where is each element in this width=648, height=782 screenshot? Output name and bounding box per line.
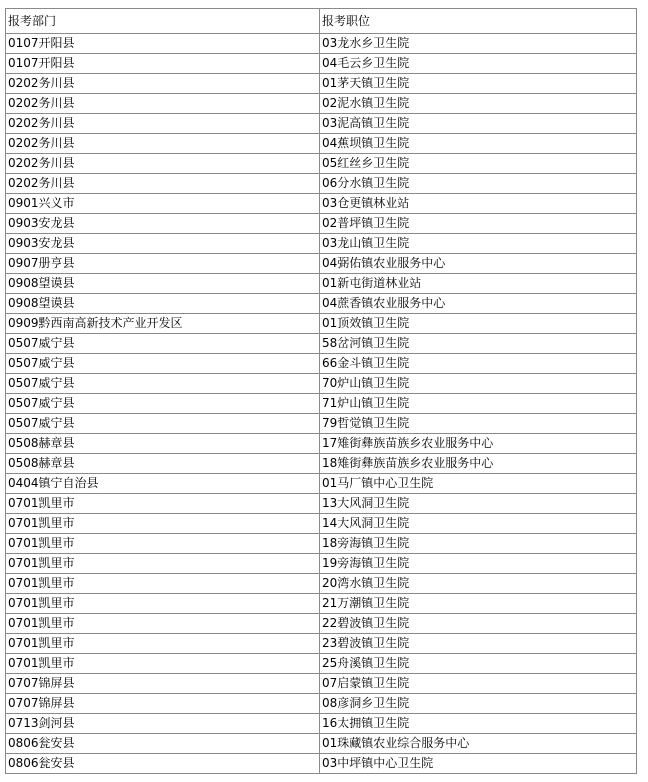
- department-cell: 0908望谟县: [6, 294, 320, 314]
- department-cell: 0707锦屏县: [6, 694, 320, 714]
- position-cell: 04蕉坝镇卫生院: [320, 134, 637, 154]
- table-row: [6, 534, 637, 554]
- table-row: [6, 414, 637, 434]
- department-cell: 0202务川县: [6, 134, 320, 154]
- position-cell: 79哲觉镇卫生院: [320, 414, 637, 434]
- table-row: [6, 274, 637, 294]
- department-cell: 0507威宁县: [6, 354, 320, 374]
- department-cell: 0909黔西南高新技术产业开发区: [6, 314, 320, 334]
- department-cell: 0701凯里市: [6, 534, 320, 554]
- table-row: [6, 754, 637, 774]
- positions-table-container: [5, 8, 637, 774]
- department-cell: 0107开阳县: [6, 34, 320, 54]
- position-cell: 03龙水乡卫生院: [320, 34, 637, 54]
- table-row: [6, 594, 637, 614]
- position-cell: 18雉街彝族苗族乡农业服务中心: [320, 454, 637, 474]
- position-cell: 16太拥镇卫生院: [320, 714, 637, 734]
- position-cell: 66金斗镇卫生院: [320, 354, 637, 374]
- department-cell: 0701凯里市: [6, 494, 320, 514]
- table-row: [6, 314, 637, 334]
- department-cell: 0903安龙县: [6, 234, 320, 254]
- position-cell: 02泥水镇卫生院: [320, 94, 637, 114]
- table-row: [6, 554, 637, 574]
- position-cell: 03中坪镇中心卫生院: [320, 754, 637, 774]
- position-cell: 06分水镇卫生院: [320, 174, 637, 194]
- position-cell: 19旁海镇卫生院: [320, 554, 637, 574]
- position-cell: 01珠藏镇农业综合服务中心: [320, 734, 637, 754]
- department-cell: 0701凯里市: [6, 614, 320, 634]
- position-cell: 22碧波镇卫生院: [320, 614, 637, 634]
- department-cell: 0507威宁县: [6, 394, 320, 414]
- position-cell: 04毛云乡卫生院: [320, 54, 637, 74]
- position-cell: 21万潮镇卫生院: [320, 594, 637, 614]
- table-row: [6, 194, 637, 214]
- table-row: [6, 94, 637, 114]
- table-row: [6, 434, 637, 454]
- department-cell: 0507威宁县: [6, 334, 320, 354]
- department-cell: 0107开阳县: [6, 54, 320, 74]
- table-body: [6, 34, 637, 774]
- table-row: [6, 354, 637, 374]
- table-row: [6, 734, 637, 754]
- position-cell: 13大风洞卫生院: [320, 494, 637, 514]
- table-row: [6, 634, 637, 654]
- position-cell: 01新屯街道林业站: [320, 274, 637, 294]
- department-cell: 0202务川县: [6, 74, 320, 94]
- department-cell: 0202务川县: [6, 114, 320, 134]
- position-cell: 18旁海镇卫生院: [320, 534, 637, 554]
- position-cell: 07启蒙镇卫生院: [320, 674, 637, 694]
- table-row: [6, 34, 637, 54]
- positions-table: [5, 8, 637, 774]
- position-cell: 01马厂镇中心卫生院: [320, 474, 637, 494]
- department-cell: 0707锦屏县: [6, 674, 320, 694]
- position-cell: 04弼佑镇农业服务中心: [320, 254, 637, 274]
- position-cell: 17雉街彝族苗族乡农业服务中心: [320, 434, 637, 454]
- position-cell: 05红丝乡卫生院: [320, 154, 637, 174]
- position-cell: 70炉山镇卫生院: [320, 374, 637, 394]
- table-row: [6, 614, 637, 634]
- table-row: [6, 494, 637, 514]
- position-cell: 03龙山镇卫生院: [320, 234, 637, 254]
- position-cell: 71炉山镇卫生院: [320, 394, 637, 414]
- position-cell: 03泥高镇卫生院: [320, 114, 637, 134]
- table-row: [6, 374, 637, 394]
- department-cell: 0903安龙县: [6, 214, 320, 234]
- department-cell: 0508赫章县: [6, 434, 320, 454]
- position-cell: 58岔河镇卫生院: [320, 334, 637, 354]
- table-row: [6, 694, 637, 714]
- department-cell: 0908望谟县: [6, 274, 320, 294]
- table-row: [6, 394, 637, 414]
- department-cell: 0701凯里市: [6, 554, 320, 574]
- position-cell: 01顶效镇卫生院: [320, 314, 637, 334]
- table-row: [6, 174, 637, 194]
- position-cell: 02普坪镇卫生院: [320, 214, 637, 234]
- position-cell: 20湾水镇卫生院: [320, 574, 637, 594]
- department-cell: 0508赫章县: [6, 454, 320, 474]
- table-row: [6, 134, 637, 154]
- department-cell: 0806瓮安县: [6, 754, 320, 774]
- table-row: [6, 254, 637, 274]
- department-cell: 0713剑河县: [6, 714, 320, 734]
- position-cell: 04蔗香镇农业服务中心: [320, 294, 637, 314]
- header-department: 报考部门: [6, 9, 320, 34]
- table-row: [6, 574, 637, 594]
- table-row: [6, 334, 637, 354]
- table-row: [6, 474, 637, 494]
- table-row: [6, 514, 637, 534]
- position-cell: 14大风洞卫生院: [320, 514, 637, 534]
- department-cell: 0507威宁县: [6, 374, 320, 394]
- table-row: [6, 234, 637, 254]
- department-cell: 0202务川县: [6, 174, 320, 194]
- department-cell: 0701凯里市: [6, 594, 320, 614]
- table-header-row: [6, 9, 637, 34]
- department-cell: 0507威宁县: [6, 414, 320, 434]
- table-row: [6, 294, 637, 314]
- position-cell: 01茅天镇卫生院: [320, 74, 637, 94]
- department-cell: 0701凯里市: [6, 634, 320, 654]
- department-cell: 0901兴义市: [6, 194, 320, 214]
- department-cell: 0701凯里市: [6, 574, 320, 594]
- table-row: [6, 214, 637, 234]
- header-position: 报考职位: [320, 9, 637, 34]
- table-row: [6, 74, 637, 94]
- table-row: [6, 154, 637, 174]
- position-cell: 25舟溪镇卫生院: [320, 654, 637, 674]
- department-cell: 0701凯里市: [6, 514, 320, 534]
- table-row: [6, 54, 637, 74]
- department-cell: 0907册亨县: [6, 254, 320, 274]
- department-cell: 0202务川县: [6, 154, 320, 174]
- table-row: [6, 714, 637, 734]
- table-row: [6, 454, 637, 474]
- department-cell: 0404镇宁自治县: [6, 474, 320, 494]
- department-cell: 0806瓮安县: [6, 734, 320, 754]
- position-cell: 23碧波镇卫生院: [320, 634, 637, 654]
- department-cell: 0202务川县: [6, 94, 320, 114]
- department-cell: 0701凯里市: [6, 654, 320, 674]
- position-cell: 08彦洞乡卫生院: [320, 694, 637, 714]
- table-row: [6, 674, 637, 694]
- position-cell: 03仓更镇林业站: [320, 194, 637, 214]
- table-row: [6, 114, 637, 134]
- table-row: [6, 654, 637, 674]
